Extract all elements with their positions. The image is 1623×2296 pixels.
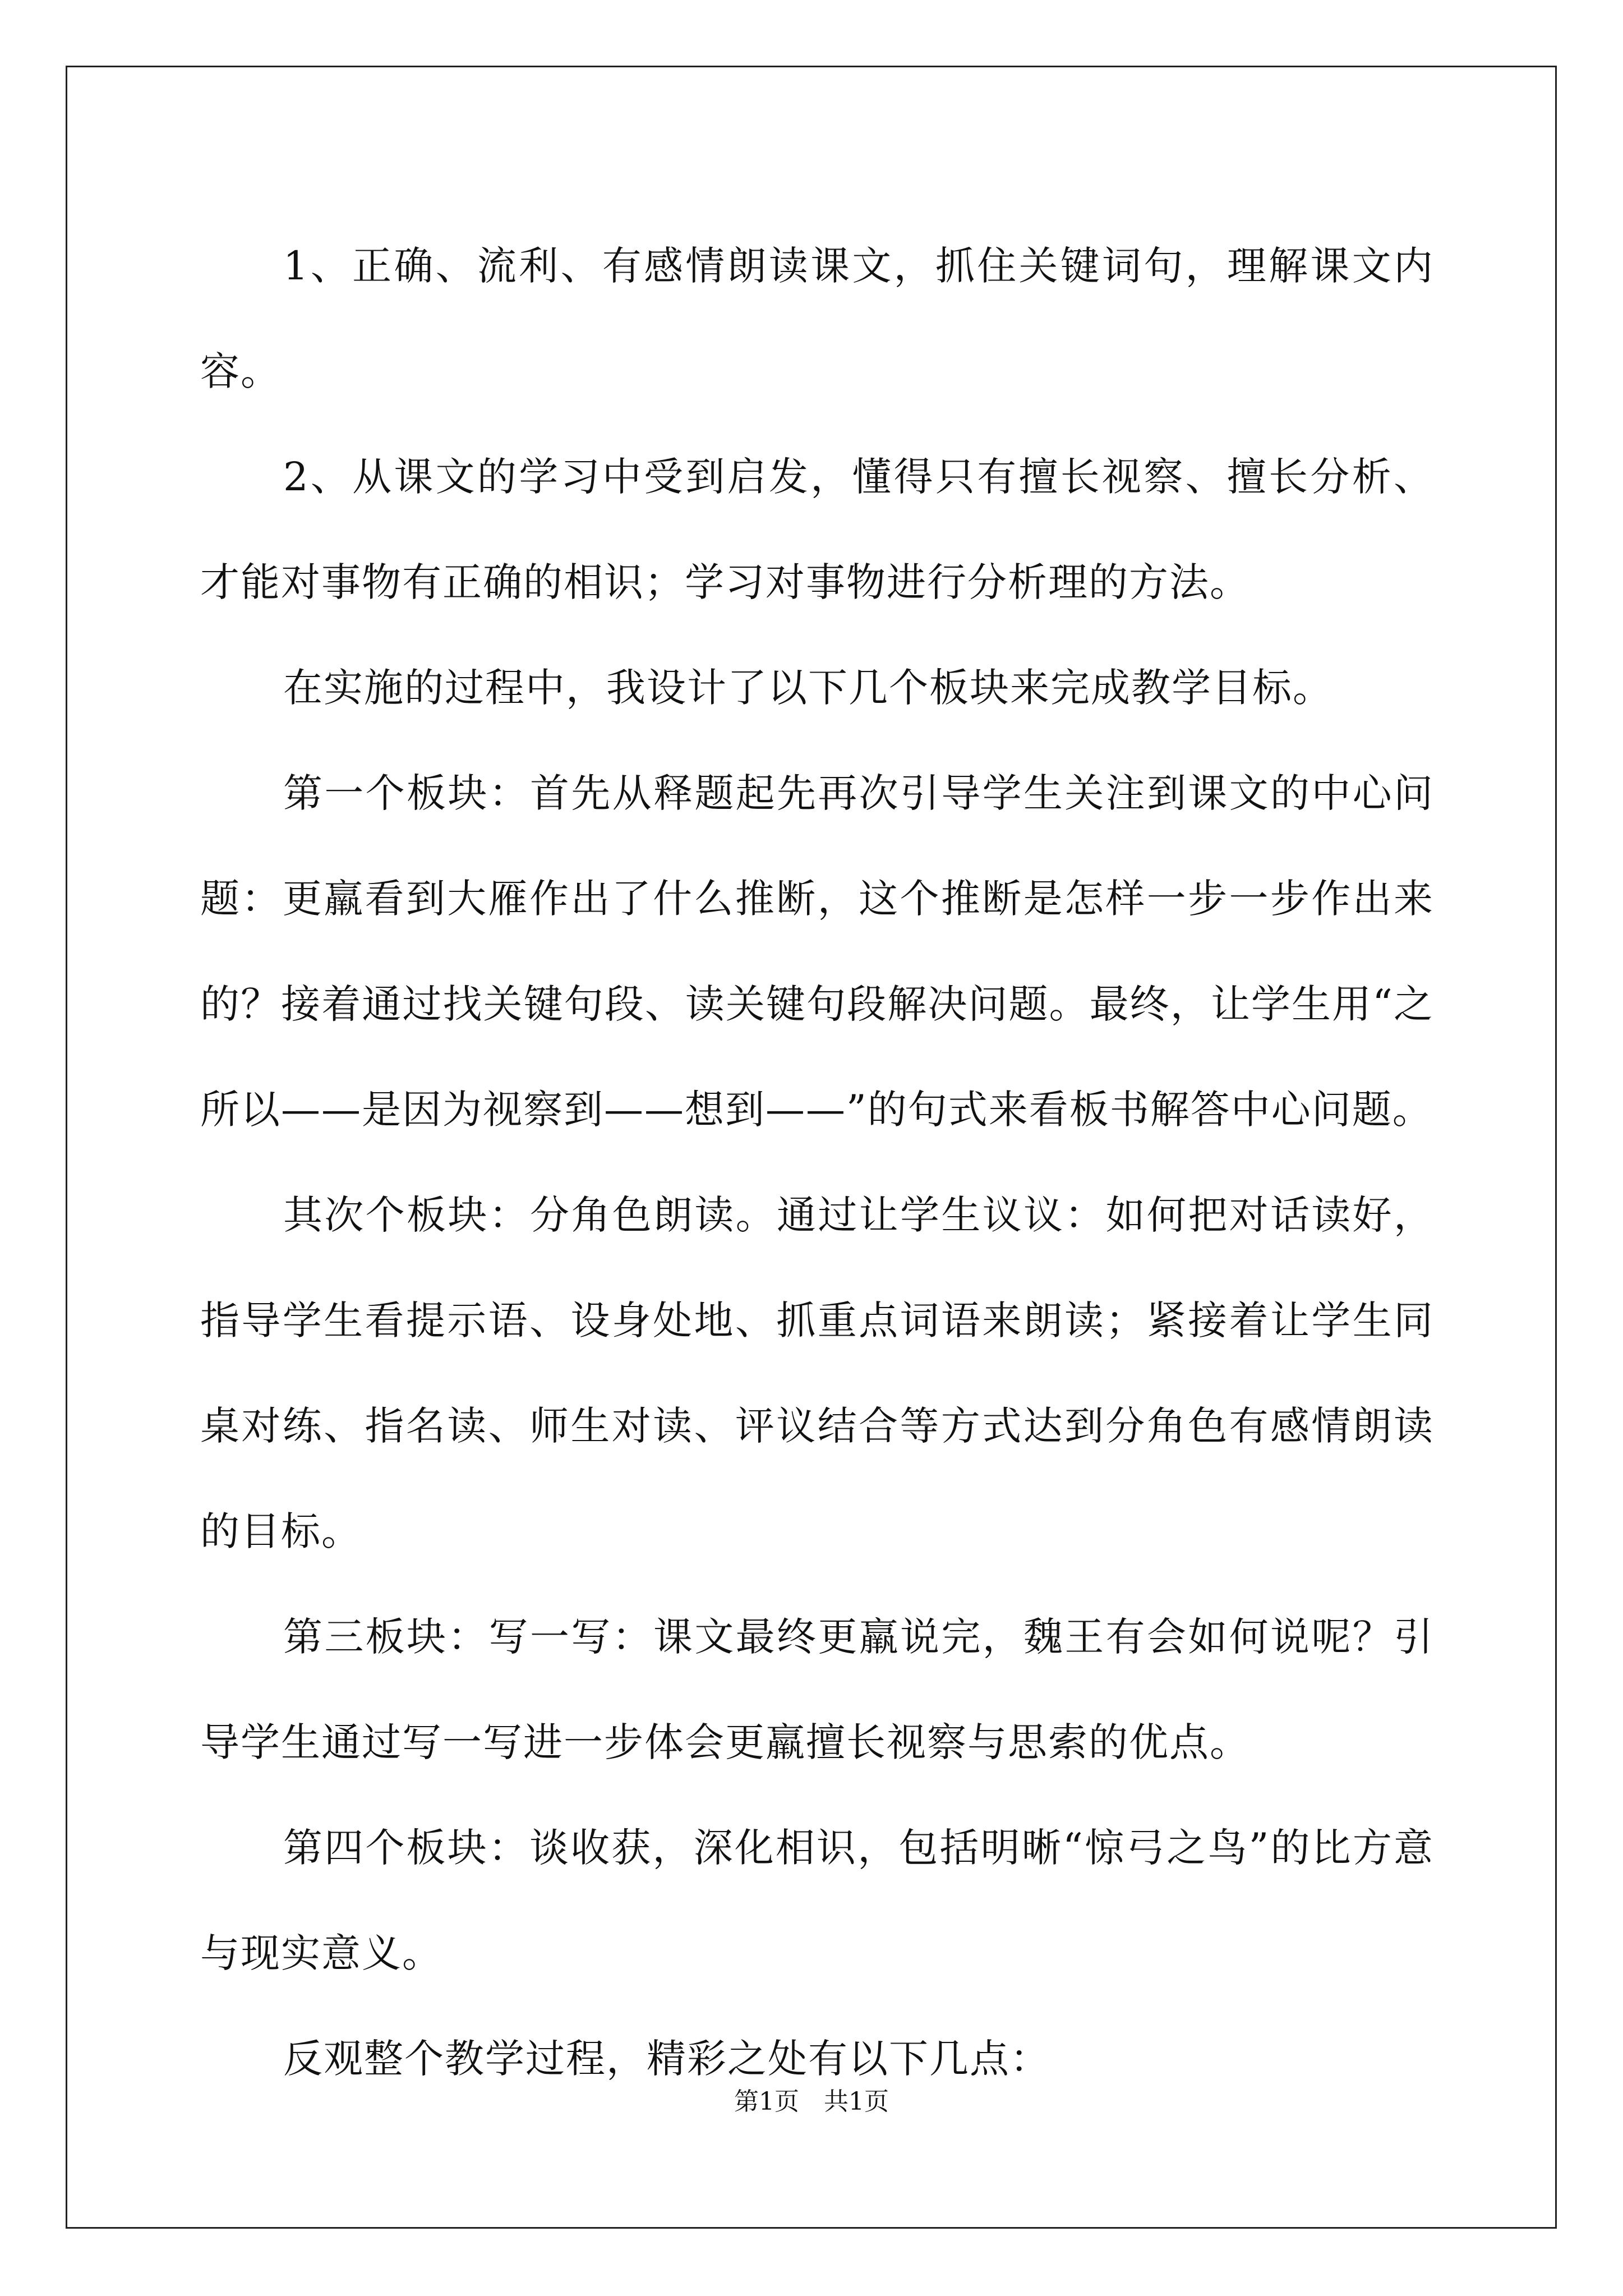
paragraph-1: 1、正确、流利、有感情朗读课文，抓住关键词句，理解课文内容。 [200,243,1434,394]
paragraph-5: 其次个板块：分角色朗读。通过让学生议议：如何把对话读好，指导学生看提示语、设身处地、抓重点词语来朗读；紧接着让学生同桌对练、指名读、师生对读、评议结合等方式达到分角色有感情朗读的目标。 [200,1192,1434,1554]
paragraph-6: 第三板块：写一写：课文最终更羸说完，魏王有会如何说呢？引导学生通过写一写进一步体会更羸擅长视察与思索的优点。 [200,1614,1434,1765]
page-footer [0,2085,1623,2119]
page-total: 共1页 [824,2087,889,2116]
paragraph-7: 第四个板块：谈收获，深化相识，包括明晰“惊弓之鸟”的比方意与现实意义。 [200,1825,1434,1976]
page-number: 第1页 [734,2087,799,2116]
paragraph-2: 2、从课文的学习中受到启发，懂得只有擅长视察、擅长分析、才能对事物有正确的相识；学习对事物进行分析理的方法。 [200,454,1434,605]
paragraph-3: 在实施的过程中，我设计了以下几个板块来完成教学目标。 [283,665,1333,711]
paragraph-4: 第一个板块：首先从释题起先再次引导学生关注到课文的中心问题：更羸看到大雁作出了什么推断，这个推断是怎样一步一步作出来的？接着通过找关键句段、读关键句段解决问题。最终，让学生用“之所以——是因为视察到——想到——”的句式来看板书解答中心问题。 [200,770,1434,1133]
paragraph-8: 反观整个教学过程，精彩之处有以下几点： [283,2036,1050,2082]
document-body [200,213,1434,2111]
